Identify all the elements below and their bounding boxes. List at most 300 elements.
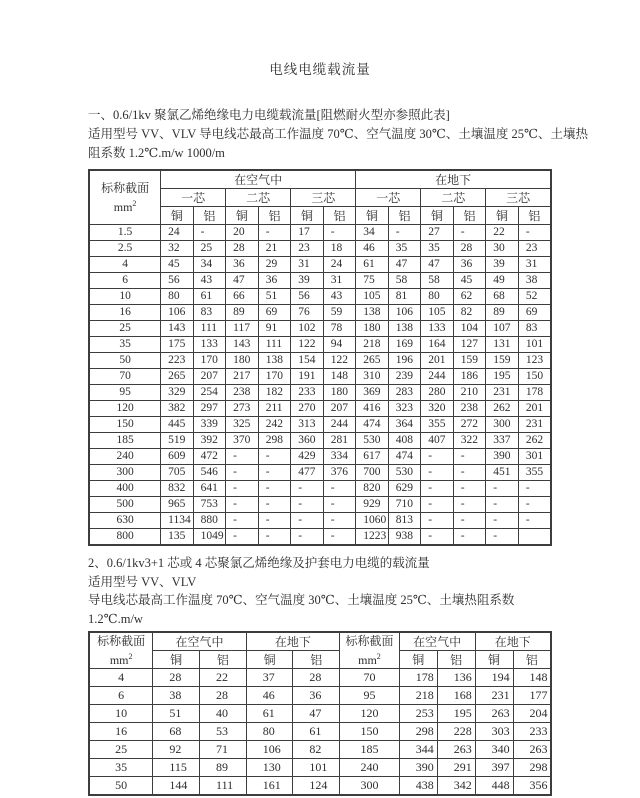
corner-unit: $mm^2$ — [109, 652, 133, 667]
value-cell: 1134 — [161, 513, 194, 529]
material-header: 铜 — [475, 651, 513, 669]
value-cell: 61 — [293, 723, 340, 741]
value-cell: 76 — [291, 305, 324, 321]
table-row — [89, 497, 551, 513]
value-cell: - — [291, 513, 324, 529]
table1-body — [89, 225, 551, 546]
value-cell: 320 — [421, 401, 454, 417]
value-cell: - — [453, 497, 486, 513]
value-cell: 31 — [323, 273, 356, 289]
corner-label: 标称截面 — [97, 634, 146, 648]
table-row — [89, 289, 551, 305]
value-cell: 122 — [323, 353, 356, 369]
value-cell: - — [486, 497, 519, 513]
table-row — [89, 385, 551, 401]
value-cell: 938 — [388, 529, 421, 546]
table-row — [89, 257, 551, 273]
row-size-cell: 50 — [89, 353, 161, 369]
value-cell: 355 — [421, 417, 454, 433]
value-cell: 170 — [258, 369, 291, 385]
value-cell: 68 — [486, 289, 519, 305]
material-header: 铝 — [323, 207, 356, 225]
value-cell: - — [323, 497, 356, 513]
table-row — [89, 687, 551, 705]
value-cell: 376 — [323, 465, 356, 481]
value-cell: 104 — [453, 321, 486, 337]
value-cell: - — [291, 481, 324, 497]
value-cell: 39 — [486, 257, 519, 273]
row-size-cell: 95 — [89, 385, 161, 401]
value-cell: 89 — [486, 305, 519, 321]
value-cell: 136 — [437, 669, 475, 687]
table-row — [89, 241, 551, 257]
value-cell: 36 — [293, 687, 340, 705]
section1-heading: 一、0.6/1kv 聚氯乙烯绝缘电力电缆载流量[阻燃耐火型亦参照此表] — [88, 108, 450, 122]
value-cell: 700 — [356, 465, 389, 481]
value-cell: 617 — [356, 449, 389, 465]
value-cell: 106 — [246, 741, 293, 759]
material-header: 铜 — [356, 207, 389, 225]
value-cell: 1049 — [193, 529, 226, 546]
value-cell: 204 — [513, 705, 551, 723]
value-cell: 53 — [200, 723, 247, 741]
value-cell: 262 — [518, 433, 551, 449]
value-cell: 280 — [421, 385, 454, 401]
material-header: 铝 — [453, 207, 486, 225]
value-cell: 31 — [518, 257, 551, 273]
section1-line2: 适用型号 VV、VLV 导电线芯最高工作温度 70℃、空气温度 30℃、土壤温度 25℃、土壤热 — [88, 127, 588, 141]
table-row — [89, 433, 551, 449]
material-header: 铝 — [513, 651, 551, 669]
value-cell: - — [226, 449, 259, 465]
value-cell: 355 — [518, 465, 551, 481]
row-size-cell: 2.5 — [89, 241, 161, 257]
value-cell: 82 — [453, 305, 486, 321]
value-cell: 705 — [161, 465, 194, 481]
value-cell: 17 — [291, 225, 324, 241]
value-cell: 820 — [356, 481, 389, 497]
value-cell: 82 — [293, 741, 340, 759]
value-cell: 217 — [226, 369, 259, 385]
value-cell: - — [421, 529, 454, 546]
table2-group-in-air-right: 在空气中 — [399, 632, 475, 651]
table1-header-row-groups — [89, 170, 551, 189]
row-size-cell: 240 — [89, 449, 161, 465]
value-cell: 20 — [226, 225, 259, 241]
value-cell: 83 — [518, 321, 551, 337]
value-cell: 37 — [246, 669, 293, 687]
value-cell: 297 — [193, 401, 226, 417]
value-cell: - — [226, 465, 259, 481]
value-cell: - — [258, 497, 291, 513]
corner-unit: $mm^2$ — [113, 199, 137, 214]
row-size-cell: 150 — [340, 723, 400, 741]
value-cell: 89 — [200, 759, 247, 777]
value-cell: 130 — [246, 759, 293, 777]
cores-header: 二芯 — [226, 189, 291, 207]
value-cell: 472 — [193, 449, 226, 465]
value-cell: 360 — [291, 433, 324, 449]
table2-header-row-groups — [89, 632, 551, 651]
material-header: 铝 — [193, 207, 226, 225]
value-cell: 201 — [518, 401, 551, 417]
value-cell: 180 — [356, 321, 389, 337]
value-cell: 609 — [161, 449, 194, 465]
value-cell: - — [226, 529, 259, 546]
value-cell: 191 — [291, 369, 324, 385]
value-cell: - — [291, 529, 324, 546]
value-cell: 477 — [291, 465, 324, 481]
value-cell: - — [421, 513, 454, 529]
value-cell: 180 — [226, 353, 259, 369]
value-cell: 80 — [161, 289, 194, 305]
row-size-cell: 25 — [89, 741, 153, 759]
value-cell: - — [453, 513, 486, 529]
value-cell: 61 — [356, 257, 389, 273]
table-row — [89, 741, 551, 759]
value-cell: - — [388, 225, 421, 241]
value-cell: 45 — [453, 273, 486, 289]
value-cell: - — [258, 465, 291, 481]
value-cell: 211 — [258, 401, 291, 417]
value-cell: 127 — [453, 337, 486, 353]
value-cell: 244 — [323, 417, 356, 433]
value-cell: 334 — [323, 449, 356, 465]
section1-line3: 阻系数 1.2℃.m/w 1000/m — [88, 146, 225, 160]
table-row — [89, 369, 551, 385]
table-row — [89, 305, 551, 321]
value-cell: 28 — [453, 241, 486, 257]
value-cell: - — [258, 481, 291, 497]
value-cell: 29 — [258, 257, 291, 273]
value-cell: 92 — [153, 741, 200, 759]
value-cell: 262 — [486, 401, 519, 417]
value-cell: 51 — [153, 705, 200, 723]
value-cell: 159 — [453, 353, 486, 369]
value-cell: 59 — [323, 305, 356, 321]
value-cell: 111 — [258, 337, 291, 353]
value-cell: 929 — [356, 497, 389, 513]
value-cell: 182 — [258, 385, 291, 401]
value-cell: - — [518, 513, 551, 529]
table-row — [89, 273, 551, 289]
row-size-cell: 120 — [89, 401, 161, 417]
table-row — [89, 481, 551, 497]
value-cell: 238 — [226, 385, 259, 401]
value-cell: 231 — [518, 417, 551, 433]
value-cell: 80 — [421, 289, 454, 305]
value-cell: 148 — [513, 669, 551, 687]
value-cell: 61 — [246, 705, 293, 723]
cores-header: 一芯 — [356, 189, 421, 207]
value-cell: 117 — [226, 321, 259, 337]
row-size-cell: 70 — [89, 369, 161, 385]
value-cell: 47 — [421, 257, 454, 273]
value-cell — [518, 529, 551, 546]
value-cell: 175 — [161, 337, 194, 353]
value-cell: 150 — [518, 369, 551, 385]
value-cell: 265 — [356, 353, 389, 369]
corner-label: 标称截面 — [101, 181, 150, 195]
value-cell: 71 — [200, 741, 247, 759]
value-cell: 218 — [356, 337, 389, 353]
value-cell: - — [193, 225, 226, 241]
row-size-cell: 6 — [89, 273, 161, 289]
value-cell: 124 — [293, 777, 340, 796]
value-cell: 244 — [421, 369, 454, 385]
value-cell: 195 — [486, 369, 519, 385]
value-cell: 62 — [453, 289, 486, 305]
value-cell: 101 — [518, 337, 551, 353]
value-cell: - — [421, 465, 454, 481]
material-header: 铝 — [200, 651, 247, 669]
value-cell: 61 — [193, 289, 226, 305]
value-cell: 300 — [486, 417, 519, 433]
value-cell: 47 — [388, 257, 421, 273]
value-cell: 329 — [161, 385, 194, 401]
table-row — [89, 705, 551, 723]
value-cell: 429 — [291, 449, 324, 465]
table2-body — [89, 669, 551, 796]
value-cell: 23 — [291, 241, 324, 257]
table2-group-underground-left: 在地下 — [246, 632, 339, 651]
row-size-cell: 16 — [89, 305, 161, 321]
value-cell: 75 — [356, 273, 389, 289]
value-cell: - — [486, 513, 519, 529]
value-cell: 164 — [421, 337, 454, 353]
value-cell: - — [323, 225, 356, 241]
value-cell: 344 — [399, 741, 437, 759]
row-size-cell: 35 — [89, 759, 153, 777]
section1-text — [88, 106, 588, 163]
value-cell: 111 — [200, 777, 247, 796]
ampacity-table-2 — [88, 631, 552, 796]
row-size-cell: 6 — [89, 687, 153, 705]
section2-line3: 导电线芯最高工作温度 70℃、空气温度 30℃、土壤温度 25℃、土壤热阻系数 1.2℃.m/w — [88, 593, 515, 626]
value-cell: 273 — [226, 401, 259, 417]
value-cell: - — [258, 449, 291, 465]
value-cell: 201 — [421, 353, 454, 369]
material-header: 铝 — [518, 207, 551, 225]
table2-group-in-air-left: 在空气中 — [153, 632, 246, 651]
value-cell: 451 — [486, 465, 519, 481]
value-cell: - — [518, 225, 551, 241]
value-cell: 233 — [513, 723, 551, 741]
table-row — [89, 777, 551, 796]
table2-group-underground-right: 在地下 — [475, 632, 551, 651]
material-header: 铜 — [246, 651, 293, 669]
value-cell: 148 — [323, 369, 356, 385]
value-cell: 298 — [399, 723, 437, 741]
value-cell: 25 — [193, 241, 226, 257]
cores-header: 一芯 — [161, 189, 226, 207]
page-title: 电线电缆载流量 — [269, 62, 371, 77]
value-cell: 138 — [356, 305, 389, 321]
value-cell: 753 — [193, 497, 226, 513]
value-cell: - — [453, 225, 486, 241]
value-cell: - — [421, 481, 454, 497]
value-cell: 28 — [200, 687, 247, 705]
value-cell: 263 — [513, 741, 551, 759]
row-size-cell: 300 — [89, 465, 161, 481]
value-cell: 144 — [153, 777, 200, 796]
material-header: 铜 — [291, 207, 324, 225]
table1-corner-cell — [89, 170, 161, 225]
value-cell: 78 — [323, 321, 356, 337]
value-cell: 115 — [153, 759, 200, 777]
table-row — [89, 401, 551, 417]
value-cell: 102 — [291, 321, 324, 337]
value-cell: 519 — [161, 433, 194, 449]
value-cell: - — [453, 465, 486, 481]
value-cell: 101 — [293, 759, 340, 777]
value-cell: 52 — [518, 289, 551, 305]
material-header: 铜 — [486, 207, 519, 225]
section2-text — [88, 554, 552, 628]
value-cell: 710 — [388, 497, 421, 513]
value-cell: 337 — [486, 433, 519, 449]
value-cell: 46 — [246, 687, 293, 705]
row-size-cell: 10 — [89, 705, 153, 723]
value-cell: 407 — [421, 433, 454, 449]
row-size-cell: 300 — [340, 777, 400, 796]
table-row — [89, 465, 551, 481]
value-cell: 38 — [518, 273, 551, 289]
value-cell: 207 — [323, 401, 356, 417]
value-cell: 263 — [475, 705, 513, 723]
value-cell: 36 — [258, 273, 291, 289]
value-cell: - — [323, 513, 356, 529]
value-cell: - — [453, 449, 486, 465]
value-cell: 323 — [388, 401, 421, 417]
value-cell: 28 — [293, 669, 340, 687]
table-row — [89, 669, 551, 687]
value-cell: - — [453, 529, 486, 546]
value-cell: 154 — [291, 353, 324, 369]
value-cell: 56 — [291, 289, 324, 305]
table1-header — [89, 170, 551, 225]
value-cell: 265 — [161, 369, 194, 385]
value-cell: 474 — [356, 417, 389, 433]
value-cell: 322 — [453, 433, 486, 449]
value-cell: 342 — [437, 777, 475, 796]
value-cell: 228 — [437, 723, 475, 741]
table2-header — [89, 632, 551, 669]
table1-group-underground: 在地下 — [356, 170, 551, 189]
value-cell: - — [258, 513, 291, 529]
table-row — [89, 225, 551, 241]
value-cell: 47 — [226, 273, 259, 289]
value-cell: 159 — [486, 353, 519, 369]
value-cell: 22 — [486, 225, 519, 241]
value-cell: 31 — [291, 257, 324, 273]
row-size-cell: 500 — [89, 497, 161, 513]
value-cell: 43 — [193, 273, 226, 289]
value-cell: 880 — [193, 513, 226, 529]
value-cell: 325 — [226, 417, 259, 433]
value-cell: 178 — [399, 669, 437, 687]
value-cell: 27 — [421, 225, 454, 241]
row-size-cell: 400 — [89, 481, 161, 497]
value-cell: - — [323, 481, 356, 497]
value-cell: 143 — [161, 321, 194, 337]
value-cell: 135 — [161, 529, 194, 546]
table-row — [89, 321, 551, 337]
table1-group-in-air: 在空气中 — [161, 170, 356, 189]
row-size-cell: 150 — [89, 417, 161, 433]
value-cell: 106 — [388, 305, 421, 321]
row-size-cell: 95 — [340, 687, 400, 705]
value-cell: 23 — [518, 241, 551, 257]
value-cell: 233 — [291, 385, 324, 401]
value-cell: 28 — [226, 241, 259, 257]
material-header: 铜 — [153, 651, 200, 669]
row-size-cell: 4 — [89, 257, 161, 273]
value-cell: 111 — [193, 321, 226, 337]
value-cell: 298 — [258, 433, 291, 449]
value-cell: 51 — [258, 289, 291, 305]
value-cell: 210 — [453, 385, 486, 401]
material-header: 铝 — [437, 651, 475, 669]
value-cell: 106 — [161, 305, 194, 321]
value-cell: 207 — [193, 369, 226, 385]
row-size-cell: 10 — [89, 289, 161, 305]
table2-corner-cell-right — [340, 632, 400, 669]
value-cell: 263 — [437, 741, 475, 759]
value-cell: 22 — [200, 669, 247, 687]
value-cell: 382 — [161, 401, 194, 417]
value-cell: 1223 — [356, 529, 389, 546]
value-cell: 94 — [323, 337, 356, 353]
value-cell: 641 — [193, 481, 226, 497]
value-cell: 39 — [291, 273, 324, 289]
value-cell: 24 — [323, 257, 356, 273]
table-row — [89, 449, 551, 465]
value-cell: 43 — [323, 289, 356, 305]
value-cell: 69 — [258, 305, 291, 321]
table2-header-row-materials — [89, 651, 551, 669]
value-cell: 416 — [356, 401, 389, 417]
value-cell: 242 — [258, 417, 291, 433]
row-size-cell: 185 — [340, 741, 400, 759]
value-cell: 168 — [437, 687, 475, 705]
value-cell: - — [291, 497, 324, 513]
value-cell: 392 — [193, 433, 226, 449]
value-cell: - — [226, 481, 259, 497]
value-cell: 105 — [356, 289, 389, 305]
value-cell: 310 — [356, 369, 389, 385]
value-cell: 408 — [388, 433, 421, 449]
section2-heading: 2、0.6/1kv3+1 芯或 4 芯聚氯乙烯绝缘及护套电力电缆的载流量 — [88, 556, 430, 570]
value-cell: - — [518, 481, 551, 497]
value-cell: - — [258, 529, 291, 546]
value-cell: 18 — [323, 241, 356, 257]
table-row — [89, 529, 551, 546]
row-size-cell: 1.5 — [89, 225, 161, 241]
value-cell: 438 — [399, 777, 437, 796]
value-cell: 270 — [291, 401, 324, 417]
value-cell: 34 — [193, 257, 226, 273]
value-cell: 546 — [193, 465, 226, 481]
cores-header: 三芯 — [486, 189, 551, 207]
value-cell: - — [226, 497, 259, 513]
value-cell: 218 — [399, 687, 437, 705]
value-cell: 283 — [388, 385, 421, 401]
value-cell: 281 — [323, 433, 356, 449]
value-cell: 303 — [475, 723, 513, 741]
value-cell: 177 — [513, 687, 551, 705]
value-cell: 339 — [193, 417, 226, 433]
